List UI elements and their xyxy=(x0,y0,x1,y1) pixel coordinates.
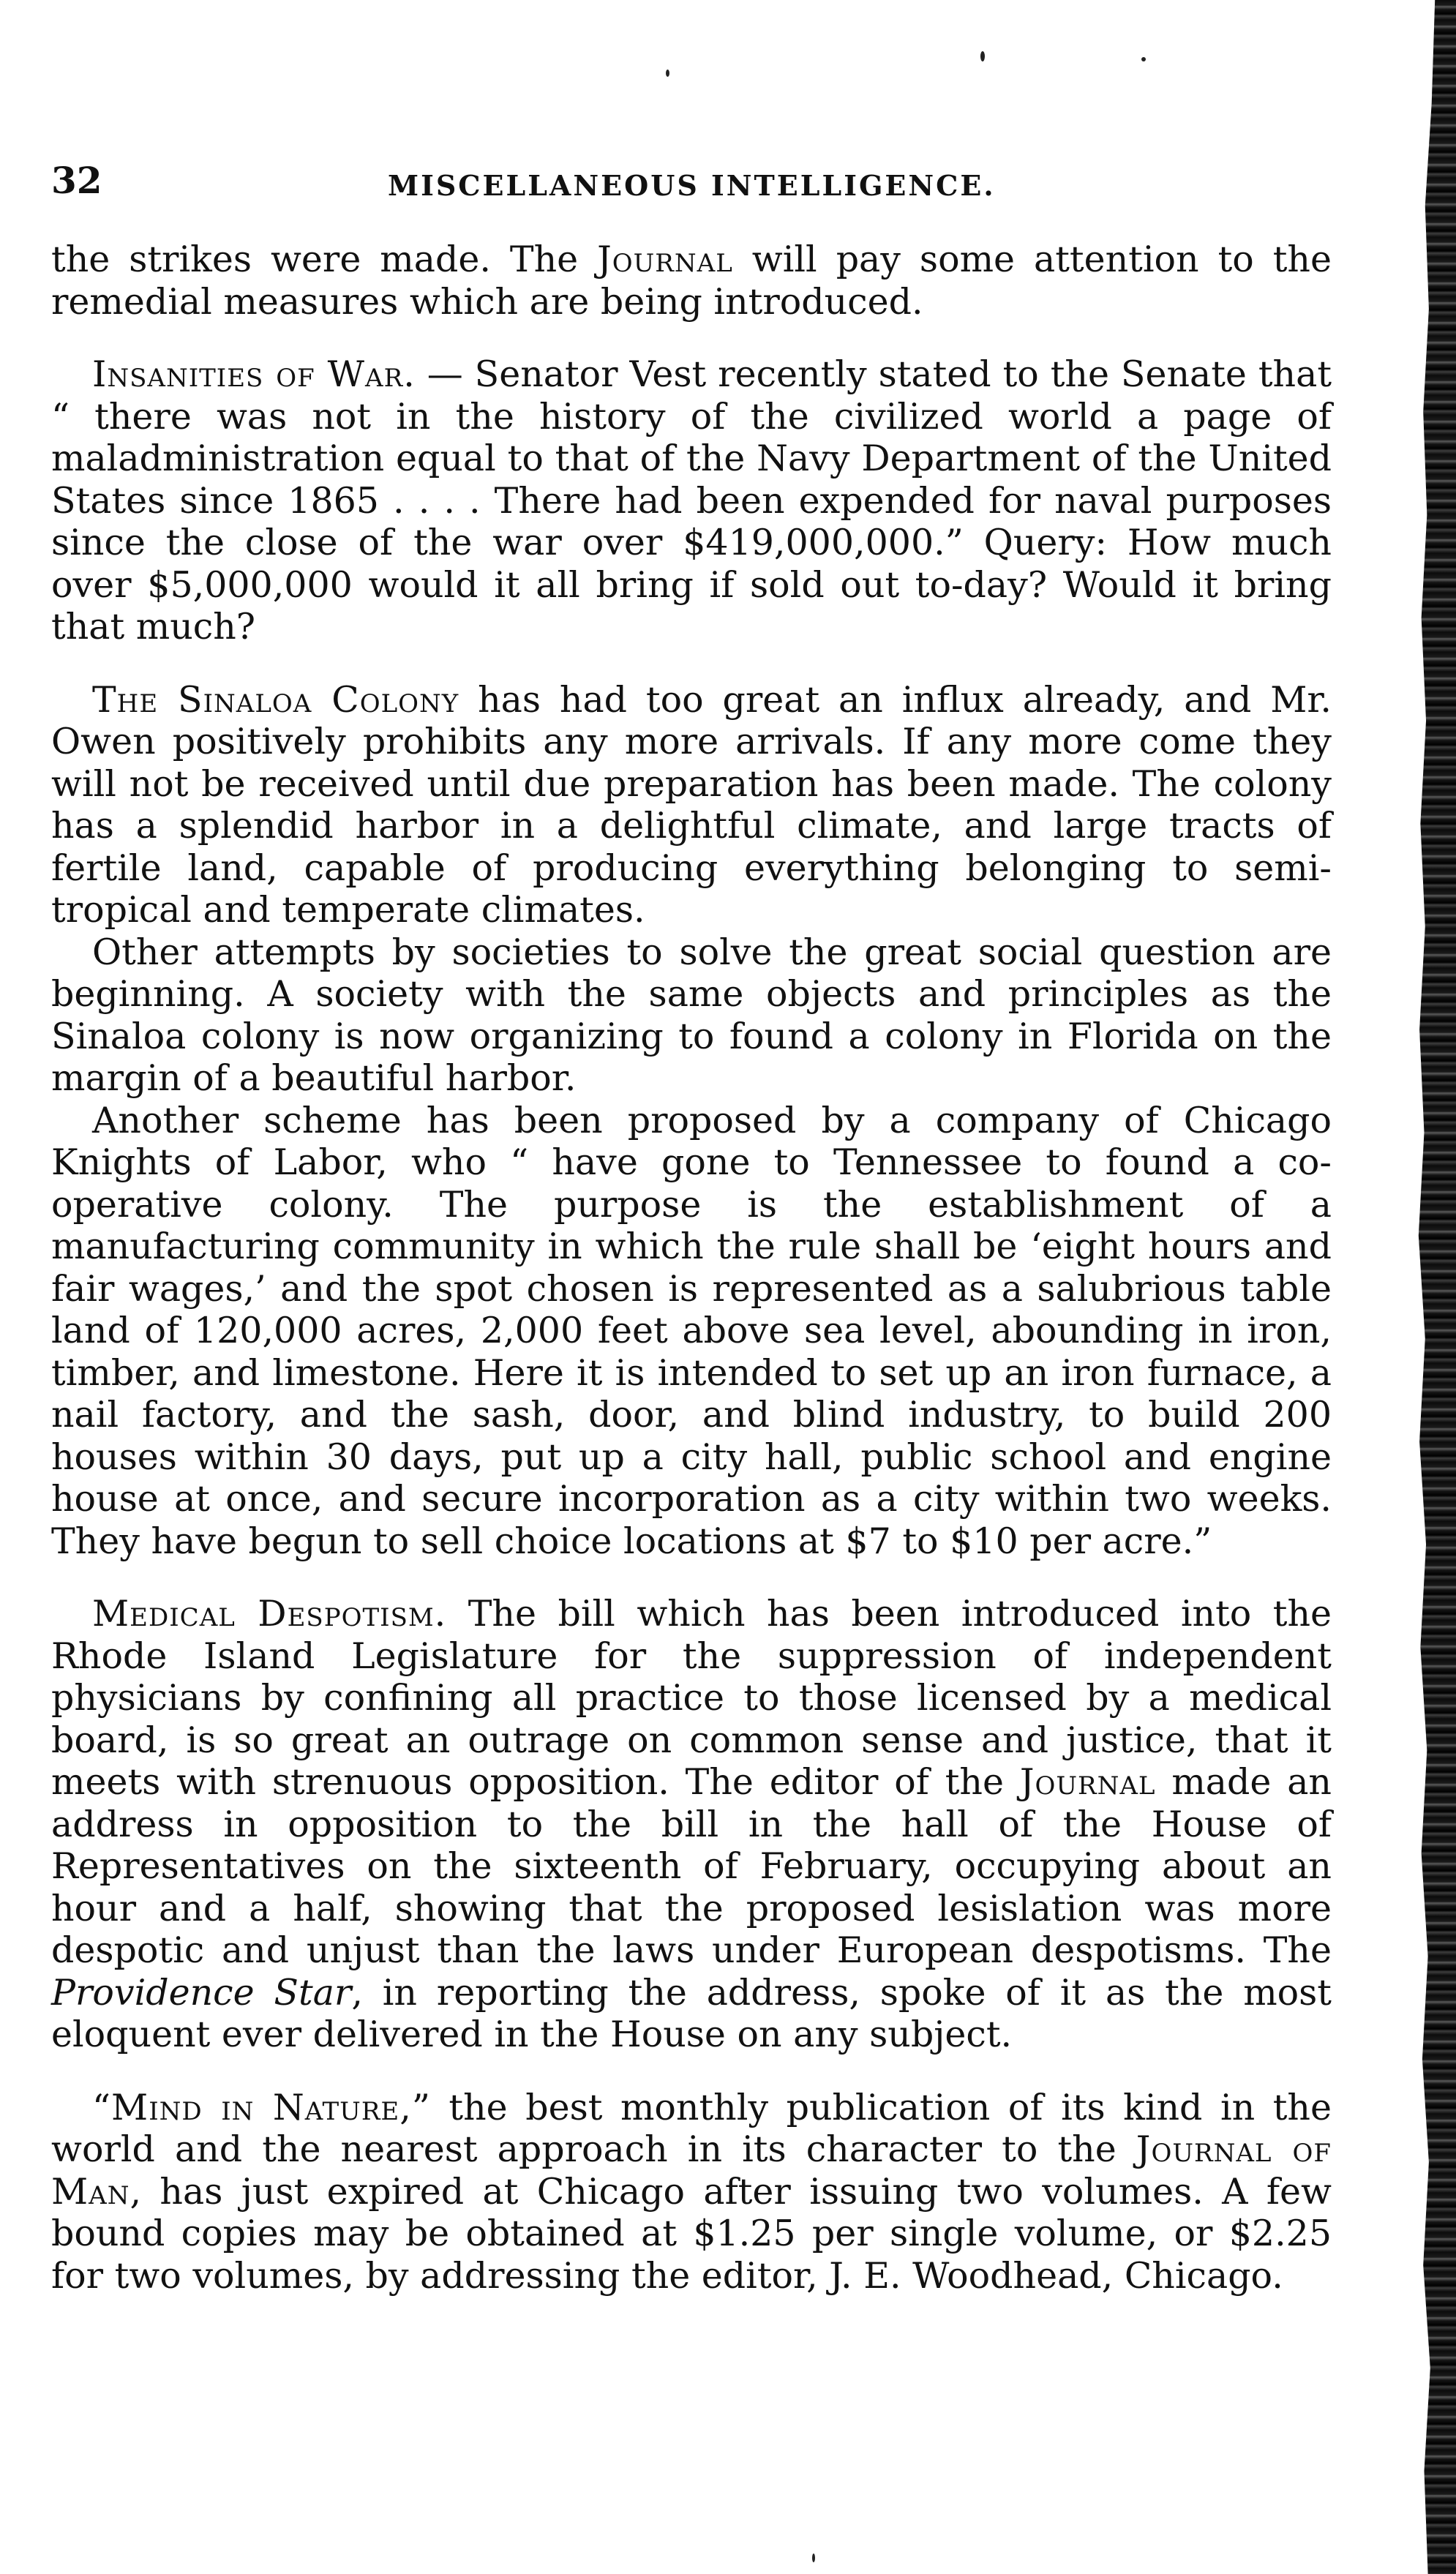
page-edge-shadow xyxy=(1409,0,1456,2574)
print-speck xyxy=(666,70,669,77)
paragraph-another-scheme: Another scheme has been proposed by a company of Chicago Knights of Labor, who “ have gone to Tennessee to found a co-operative colony. The purpose is the establishment of a manufacturing community in which the rule shall be ‘eight hours and fair wages,’ and the spot chosen is represented as a salubrious table land of 120,000 acres, 2,000 feet above sea level, abounding in iron, timber, and limestone. Here it is intended to set up an iron furnace, a nail factory, and the sash, door, and blind industry, to build 200 houses within 30 days, put up a city hall, public school and engine house at once, and secure incorporation as a city within two weeks. They have begun to sell choice locations at $7 to $10 per acre.” xyxy=(51,1099,1332,1562)
article-body xyxy=(51,239,1332,2297)
paragraph-insanities-of-war: Insanities of War. — Senator Vest recently stated to the Senate that “ there was not in the history of the civilized world a page of maladministration equal to that of the Navy Department of the United States since 1865 . . . . There had been expended for naval purposes since the close of the war over $419,000,000.” Query: How much over $5,000,000 would it all bring if sold out to-day? Would it bring that much? xyxy=(51,353,1332,648)
print-speck xyxy=(980,51,985,61)
paragraph-mind-in-nature: “Mind in Nature,” the best monthly publication of its kind in the world and the nearest approach in its character to the Journal of Man, has just expired at Chicago after issuing two volumes. A few bound copies may be obtained at $1.25 per single volume, or $2.25 for two volumes, by addressing the editor, J. E. Woodhead, Chicago. xyxy=(51,2086,1332,2297)
print-speck xyxy=(1141,57,1146,61)
paragraph-other-attempts: Other attempts by societies to solve the great social question are beginning. A society with the same objects and principles as the Sinaloa colony is now organizing to found a colony in Florida on the margin of a beautiful harbor. xyxy=(51,931,1332,1099)
section-heading: Medical Despotism. xyxy=(92,1593,447,1635)
journal-name: Journal xyxy=(1019,1761,1156,1803)
section-heading: “Mind in Nature,” xyxy=(92,2086,431,2128)
paragraph-medical-despotism: Medical Despotism. The bill which has been introduced into the Rhode Island Legislature for the suppression of independent physicians by confining all practice to those licensed by a medical board, is so great an outrage on common sense and justice, that it meets with strenuous opposition. The editor of the Journal made an address in opposition to the bill in the hall of the House of Representatives on the sixteenth of February, occupying about an hour and a half, showing that the proposed lesislation was more despotic and unjust than the laws under European despotisms. The Providence Star, in reporting the address, spoke of it as the most eloquent ever delivered in the House on any subject. xyxy=(51,1593,1332,2055)
newspaper-name: Providence Star xyxy=(51,1971,352,2014)
page-header xyxy=(51,155,1346,206)
page-number: 32 xyxy=(51,159,102,202)
journal-name: Journal of Man xyxy=(51,2128,1332,2213)
paragraph-sinaloa-colony: The Sinaloa Colony has had too great an influx already, and Mr. Owen positively prohibits any more arrivals. If any more come they will not be received until due preparation has been made. The colony has a splendid harbor in a delightful climate, and large tracts of fertile land, capable of producing everything belonging to semi-tropical and temperate climates. xyxy=(51,678,1332,931)
print-speck xyxy=(812,2554,815,2562)
journal-name: Journal xyxy=(597,239,733,280)
paragraph-strikes: the strikes were made. The Journal will pay some attention to the remedial measures which are being introduced. xyxy=(51,239,1332,323)
section-heading: Insanities of War. xyxy=(92,353,416,395)
section-heading: The Sinaloa Colony xyxy=(92,678,459,721)
running-head: MISCELLANEOUS INTELLIGENCE. xyxy=(388,169,996,202)
